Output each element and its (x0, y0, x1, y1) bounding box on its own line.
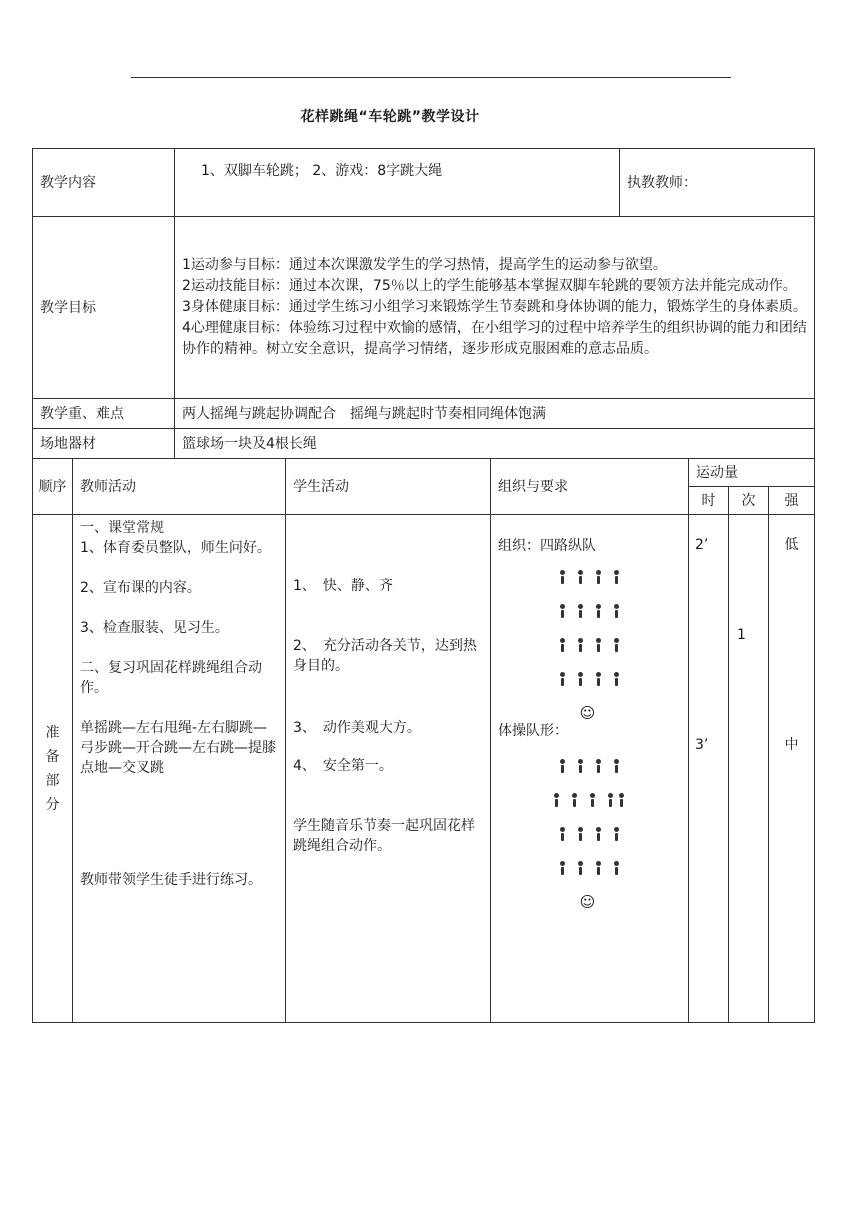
student-figure-icon (593, 638, 605, 652)
student-item: 3、 动作美观大方。 (293, 720, 421, 736)
teacher-item: 单摇跳—左右甩绳-左右脚跳—弓步跳—开合跳—左右跳—提膝点地—交叉跳 (80, 720, 276, 776)
lesson-plan-sheet (32, 148, 814, 1023)
content-value: 1、双脚车轮跳； 2、游戏：8字跳大绳 (175, 149, 620, 217)
student-figure-icon (611, 672, 623, 686)
equipment-label: 场地器材 (33, 429, 175, 459)
column-organization: 组织与要求 (491, 459, 689, 515)
teacher-smile-icon: ☺ (579, 704, 600, 722)
student-figure-icon (593, 759, 605, 773)
organization-label: 组织：四路纵队 (498, 538, 596, 554)
header-table (32, 148, 815, 459)
plan-table (32, 458, 815, 1023)
student-figure-icon (575, 672, 587, 686)
organization-label: 体操队形： (498, 723, 568, 739)
column-intensity: 强 (769, 487, 815, 515)
student-figure-icon (557, 672, 569, 686)
student-figure-icon (575, 638, 587, 652)
student-activities (286, 515, 491, 1023)
student-figure-icon (611, 861, 623, 875)
teacher-activities (73, 515, 286, 1023)
student-item: 2、 充分活动各关节，达到热身目的。 (293, 638, 477, 674)
column-load: 运动量 (689, 459, 815, 487)
objectives-cell (175, 217, 815, 399)
student-figure-icon (611, 638, 623, 652)
count-value: 1 (737, 627, 746, 643)
student-figure-icon (575, 570, 587, 584)
teacher-item: 一、课堂常规 (80, 520, 164, 536)
equipment-value: 篮球场一块及4根长绳 (175, 429, 815, 459)
student-figure-icon (557, 638, 569, 652)
student-item: 4、 安全第一。 (293, 758, 393, 774)
student-figure-icon (593, 570, 605, 584)
student-figure-icon (611, 827, 623, 841)
student-figure-icon (569, 793, 581, 807)
student-figure-icon (611, 570, 623, 584)
student-item: 1、 快、静、齐 (293, 578, 393, 594)
teacher-item: 教师带领学生徒手进行练习。 (80, 872, 262, 888)
objectives-label: 教学目标 (33, 217, 175, 399)
student-figure-icon (593, 604, 605, 618)
content-label: 教学内容 (33, 149, 175, 217)
organization-cell (491, 515, 689, 1023)
student-figure-icon (557, 759, 569, 773)
objective-item: 2运动技能目标：通过本次课，75％以上的学生能够基本掌握双脚车轮跳的要领方法并能完成动作。 (182, 278, 797, 294)
intensity-value: 低 (784, 537, 799, 553)
count-cell (729, 515, 769, 1023)
header-rule (131, 77, 731, 78)
student-item: 学生随音乐节奏一起巩固花样跳绳组合动作。 (293, 818, 475, 854)
student-figure-icon (557, 861, 569, 875)
student-figure-icon (616, 793, 628, 807)
objective-item: 4心理健康目标：体验练习过程中欢愉的感情，在小组学习的过程中培养学生的组织协调的能力和团结协作的精神。树立安全意识，提高学习情绪，逐步形成克服困难的意志品质。 (182, 320, 807, 357)
teacher-smile-icon: ☺ (579, 893, 600, 911)
column-order: 顺序 (33, 459, 73, 515)
column-time: 时 (689, 487, 729, 515)
objective-item: 3身体健康目标：通过学生练习小组学习来锻炼学生节奏跳和身体协调的能力，锻炼学生的身体素质。 (182, 299, 807, 315)
teacher-label: 执教教师： (620, 149, 815, 217)
student-figure-icon (575, 604, 587, 618)
student-figure-icon (557, 827, 569, 841)
teacher-item: 1、体育委员整队，师生问好。 (80, 540, 271, 556)
column-teacher: 教师活动 (73, 459, 286, 515)
student-figure-icon (575, 759, 587, 773)
column-student: 学生活动 (286, 459, 491, 515)
time-value: 3’ (695, 737, 709, 753)
column-formation (498, 570, 681, 721)
column-count: 次 (729, 487, 769, 515)
teacher-item: 3、检查服装、见习生。 (80, 620, 229, 636)
teacher-item: 二、复习巩固花样跳绳组合动作。 (80, 660, 262, 696)
intensity-value: 中 (784, 737, 799, 753)
section-name-text: 准备部分 (45, 724, 60, 813)
objective-item: 1运动参与目标：通过本次课激发学生的学习热情，提高学生的运动参与欲望。 (182, 257, 667, 273)
student-figure-icon (575, 861, 587, 875)
student-figure-icon (611, 604, 623, 618)
teacher-item: 2、宣布课的内容。 (80, 580, 201, 596)
section-name (33, 515, 73, 1023)
student-figure-icon (551, 793, 563, 807)
key-points-label: 教学重、难点 (33, 399, 175, 429)
student-figure-icon (575, 827, 587, 841)
student-figure-icon (593, 672, 605, 686)
student-figure-icon (557, 570, 569, 584)
student-figure-icon (611, 759, 623, 773)
student-figure-icon (587, 793, 599, 807)
student-figure-icon (593, 861, 605, 875)
intensity-cell (769, 515, 815, 1023)
key-points-value: 两人摇绳与跳起协调配合 摇绳与跳起时节奏相同绳体饱满 (175, 399, 815, 429)
document-title: 花样跳绳“车轮跳”教学设计 (300, 109, 480, 125)
student-figure-icon (557, 604, 569, 618)
time-cell (689, 515, 729, 1023)
gymnastics-formation (498, 759, 681, 910)
time-value: 2’ (695, 537, 709, 553)
student-figure-icon (593, 827, 605, 841)
